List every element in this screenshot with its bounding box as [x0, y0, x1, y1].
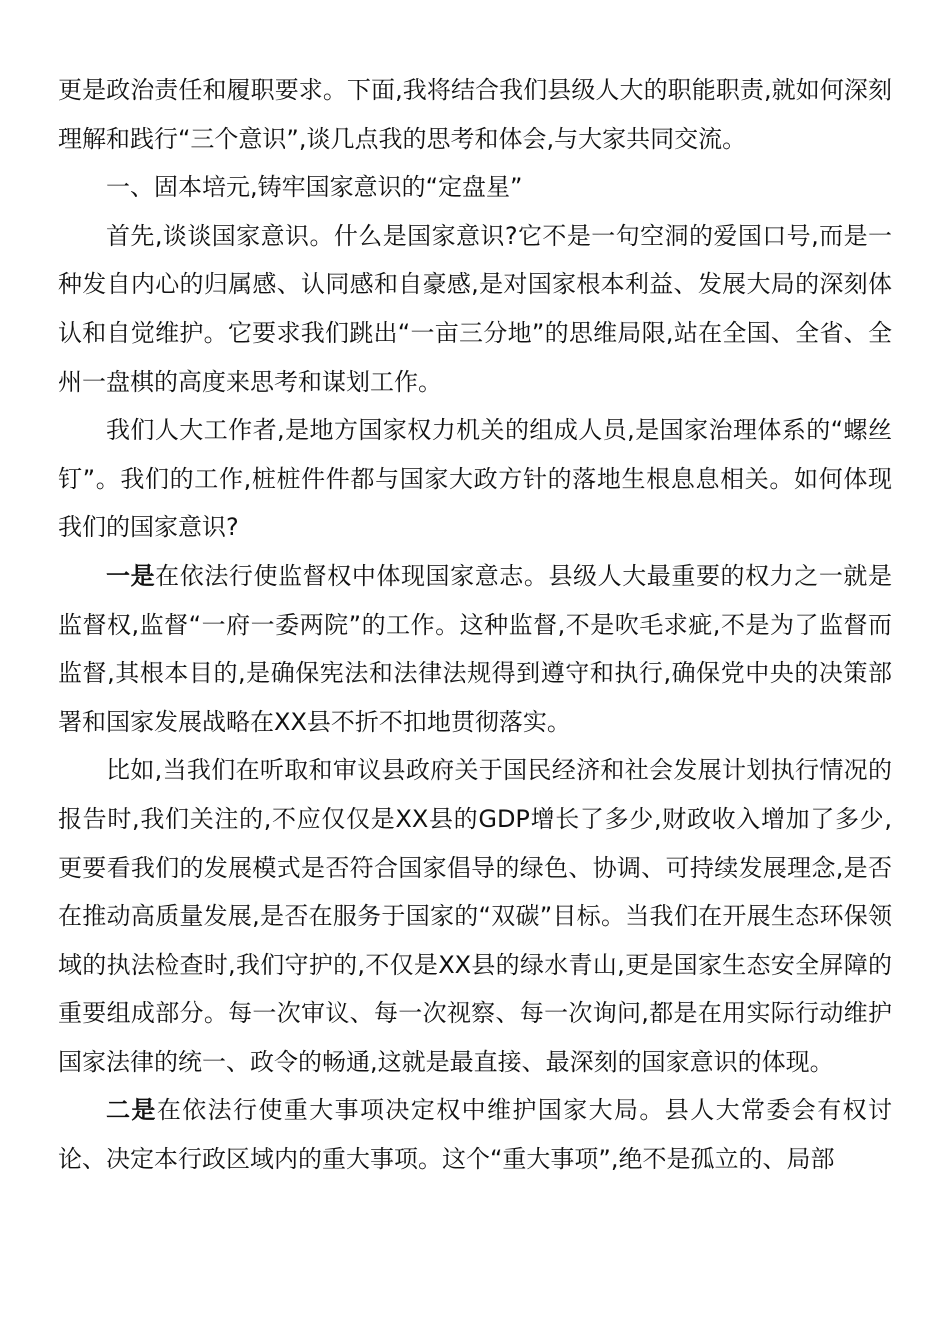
paragraph-text: 我们人大工作者,是地方国家权力机关的组成人员,是国家治理体系的“螺丝钉”。我们的工作,桩桩件件都与国家大政方针的落地生根息息相关。如何体现我们的国家意识? — [58, 416, 892, 542]
section-heading-text: 一、固本培元,铸牢国家意识的“定盘星” — [106, 173, 523, 202]
paragraph-text: 在依法行使监督权中体现国家意志。县级人大最重要的权力之一就是监督权,监督“一府一委两院”的工作。这种监督,不是吹毛求疵,不是为了监督而监督,其根本目的,是确保宪法和法律法规得到遵守和执行,确保党中央的决策部署和国家发展战略在XX县不折不扣地贯彻落实。 — [58, 561, 893, 736]
paragraph-npc-workers — [58, 406, 892, 552]
document-page — [58, 66, 892, 1184]
paragraph-example — [58, 746, 892, 1086]
paragraph-text: 比如,当我们在听取和审议县政府关于国民经济和社会发展计划执行情况的报告时,我们关注的,不应仅仅是XX县的GDP增长了多少,财政收入增加了多少,更要看我们的发展模式是否符合国家倡导的绿色、协调、可持续发展理念,是否在推动高质量发展,是否在服务于国家的“双碳”目标。当我们在开展生态环保领域的执法检查时,我们守护的,不仅是XX县的绿水青山,更是国家生态安全屏障的重要组成部分。每一次审议、每一次视察、每一次询问,都是在用实际行动维护国家法律的统一、政令的畅通,这就是最直接、最深刻的国家意识的体现。 — [58, 756, 892, 1076]
paragraph-intro-continuation — [58, 66, 892, 163]
paragraph-text: 更是政治责任和履职要求。下面,我将结合我们县级人大的职能职责,就如何深刻理解和践行“三个意识”,谈几点我的思考和体会,与大家共同交流。 — [58, 76, 892, 153]
paragraph-text: 在依法行使重大事项决定权中维护国家大局。县人大常委会有权讨论、决定本行政区域内的重大事项。这个“重大事项”,绝不是孤立的、局部 — [58, 1096, 893, 1174]
paragraph-point-two — [58, 1086, 892, 1183]
point-lead-label: 二是 — [106, 1096, 157, 1125]
section-heading — [58, 163, 892, 212]
paragraph-point-one — [58, 552, 892, 746]
point-lead-label: 一是 — [106, 561, 156, 590]
paragraph-text: 首先,谈谈国家意识。什么是国家意识?它不是一句空洞的爱国口号,而是一种发自内心的归属感、认同感和自豪感,是对国家根本利益、发展大局的深刻体认和自觉维护。它要求我们跳出“一亩三分地”的思维局限,站在全国、全省、全州一盘棋的高度来思考和谋划工作。 — [58, 221, 892, 396]
paragraph-national-awareness — [58, 212, 892, 406]
